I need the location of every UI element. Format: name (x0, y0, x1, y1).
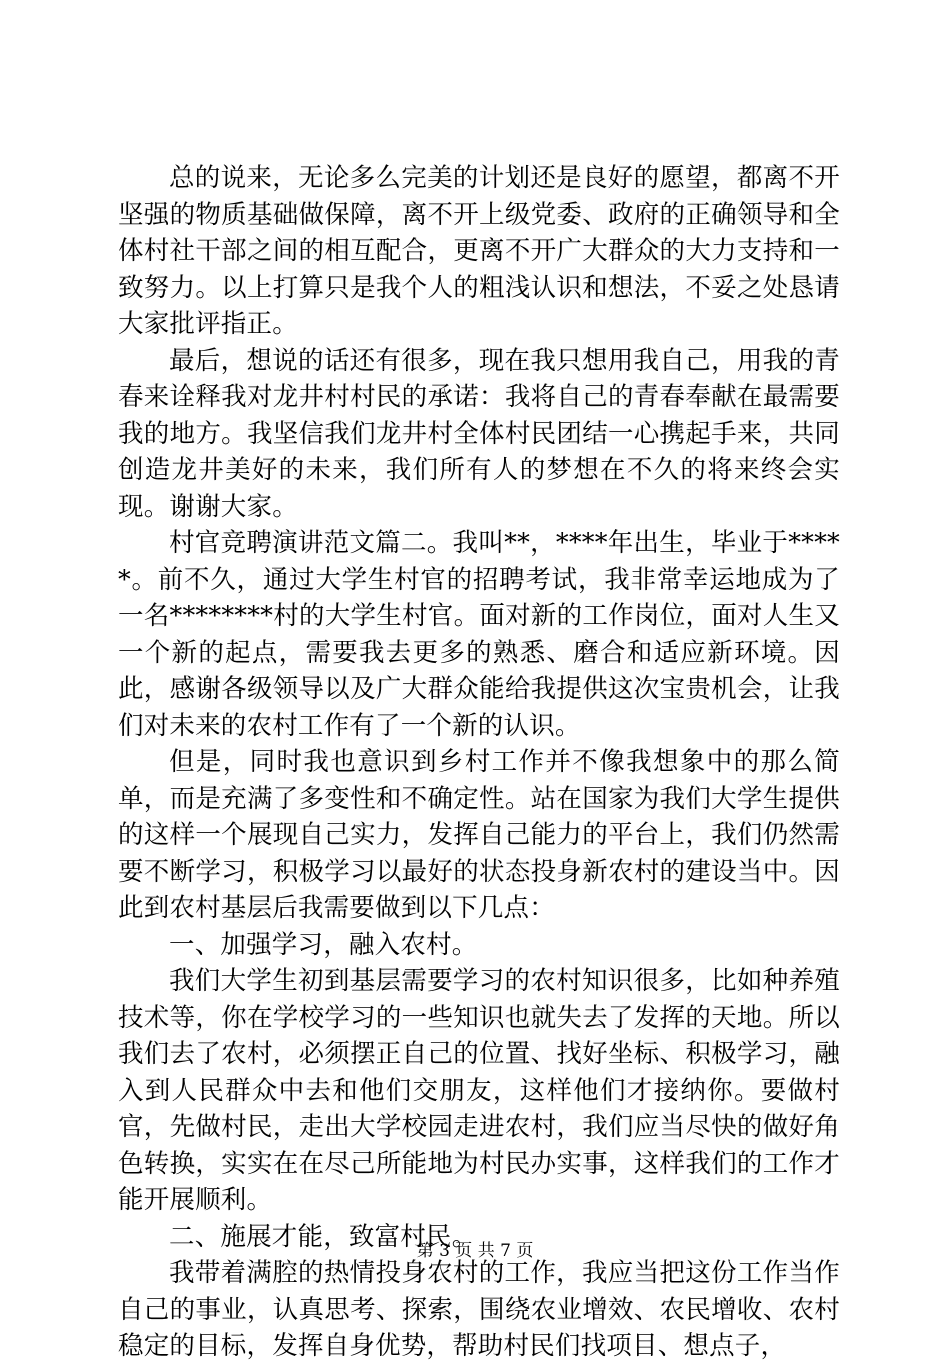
page-number-footer: 第 3 页 共 7 页 (416, 1241, 534, 1261)
paragraph-speech-two-intro: 村官竞聘演讲范文篇二。我叫**，****年出生，毕业于*****。前不久，通过大学生村官的招聘考试，我非常幸运地成为了一名********村的大学生村官。面对新的工作岗位，面对人生又一个新的起点，需要我去更多的熟悉、磨合和适应新环境。因此，感谢各级领导以及广大群众能给我提供这次宝贵机会，让我们对未来的农村工作有了一个新的认识。 (118, 528, 840, 741)
paragraph-learning: 我们大学生初到基层需要学习的农村知识很多，比如种养殖技术等，你在学校学习的一些知识也就失去了发挥的天地。所以我们去了农村，必须摆正自己的位置、找好坐标、积极学习，融入到人民群众中去和他们交朋友，这样他们才接纳你。要做村官，先做村民，走出大学校园走进农村，我们应当尽快的做好角色转换，实实在在尽己所能地为村民办实事，这样我们的工作才能开展顺利。 (118, 966, 840, 1215)
paragraph-awareness: 但是，同时我也意识到乡村工作并不像我想象中的那么简单，而是充满了多变性和不确定性。站在国家为我们大学生提供的这样一个展现自己实力，发挥自己能力的平台上，我们仍然需要不断学习，积极学习以最好的状态投身新农村的建设当中。因此到农村基层后我需要做到以下几点： (118, 747, 840, 923)
paragraph-summary: 总的说来，无论多么完美的计划还是良好的愿望，都离不开坚强的物质基础做保障，离不开上级党委、政府的正确领导和全体村社干部之间的相互配合，更离不开广大群众的大力支持和一致努力。以上打算只是我个人的粗浅认识和想法，不妥之处恳请大家批评指正。 (118, 163, 840, 339)
paragraph-talent: 我带着满腔的热情投身农村的工作，我应当把这份工作当作自己的事业，认真思考、探索，围绕农业增效、农民增收、农村稳定的目标，发挥自身优势，帮助村民们找项目、想点子， (118, 1258, 840, 1361)
section-heading-one: 一、加强学习，融入农村。 (169, 929, 478, 960)
paragraph-closing: 最后，想说的话还有很多，现在我只想用我自己，用我的青春来诠释我对龙井村村民的承诺：我将自己的青春奉献在最需要我的地方。我坚信我们龙井村全体村民团结一心携起手来，共同创造龙井美好的未来，我们所有人的梦想在不久的将来终会实现。谢谢大家。 (118, 345, 840, 522)
section-heading-two: 二、施展才能，致富村民。 (169, 1221, 478, 1252)
document-body (118, 160, 840, 1365)
